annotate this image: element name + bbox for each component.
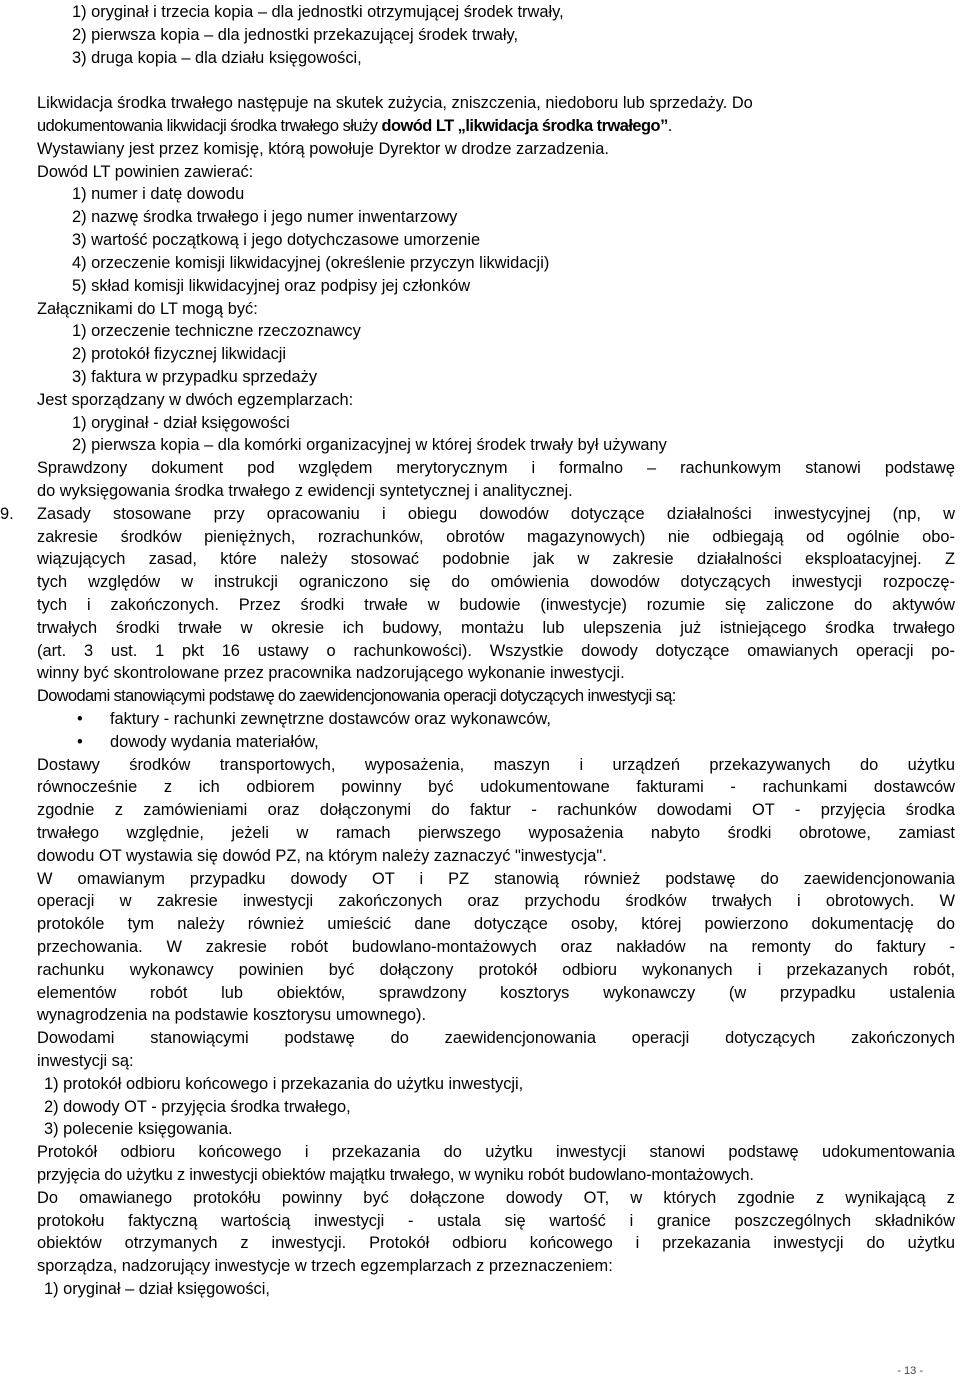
basis-bullet-item-1: faktury - rachunki zewnętrzne dostawców oraz wykonawców, (110, 710, 551, 728)
liquidation-line-3: Wystawiany jest przez komisję, którą powołuje Dyrektor w drodze zarzadzenia. (37, 140, 609, 158)
completed-line-1: Dowodami stanowiącymi podstawę do zaewidencjonowania operacji dotyczących zakończonych (37, 1029, 955, 1047)
lt-contents-item-4: 4) orzeczenie komisji likwidacyjnej (określenie przyczyn likwidacji) (72, 254, 550, 272)
ot-pz-line: W omawianym przypadku dowody OT i PZ stanowią również podstawę do zaewidencjonowania (37, 870, 955, 888)
check-line-1: Sprawdzony dokument pod względem merytorycznym i formalno – rachunkowym stanowi podstawę (37, 459, 955, 477)
bullet-icon: • (77, 710, 83, 728)
protocol-line-2: przyjęcia do użytku z inwestycji obiektów majątku trwałego, w wyniku robót budowlano-montażowych. (37, 1166, 754, 1184)
attachments-item-2: 2) protokół fizycznej likwidacji (72, 345, 287, 363)
transport-line: równocześnie z ich odbiorem powinny być udokumentowane fakturami - rachunkami dostawców (37, 778, 955, 796)
page-number: - 13 - (897, 1365, 923, 1377)
liquidation-line-2 (37, 115, 672, 138)
ot-pz-line: operacji w zakresie inwestycji zakończonych oraz przychodu środków trwałych i obrotowych. W (37, 892, 955, 910)
completed-item-2: 2) dowody OT - przyjęcia środka trwałego, (44, 1098, 351, 1116)
ot-pz-line: elementów robót lub obiektów, sprawdzony kosztorys wykonawczy (w przypadku ustalenia (37, 984, 955, 1002)
check-line-2: do wyksięgowania środka trwałego z ewidencji syntetycznej i analitycznej. (37, 482, 573, 500)
attach-line: obiektów otrzymanych z inwestycji. Protokół odbioru końcowego i przekazania inwestycji do użytku (37, 1234, 955, 1252)
basis-title: Dowodami stanowiącymi podstawę do zaewidencjonowania operacji dotyczących inwestycji są: (37, 687, 676, 705)
transport-line: trwałego względnie, jeżeli w ramach pierwszego wyposażenia nabyto środki obrotowe, zamiast (37, 824, 955, 842)
ot-pz-line: rachunku wykonawcy powinien być dołączony protokół odbioru wykonanych i przekazanych robót, (37, 961, 955, 979)
attach-line: sporządza, nadzorujący inwestycje w trzech egzemplarzach z przeznaczeniem: (37, 1257, 613, 1275)
attach-line: Do omawianego protokółu powinny być dołączone dowody OT, w których zgodnie z wynikającą z (37, 1189, 955, 1207)
transport-line: dowodu OT wystawia się dowód PZ, na którym należy zaznaczyć "inwestycja". (37, 847, 607, 865)
completed-line-2: inwestycji są: (37, 1052, 134, 1070)
intro-list-item-1: 1) oryginał i trzecia kopia – dla jednostki otrzymującej środek trwały, (72, 3, 564, 21)
lt-contents-item-2: 2) nazwę środka trwałego i jego numer inwentarzowy (72, 208, 458, 226)
liquidation-line-2-end: . (667, 117, 672, 135)
liquidation-line-1: Likwidacja środka trwałego następuje na skutek zużycia, zniszczenia, niedoboru lub sprzedaży. Do (37, 94, 753, 112)
section9-line: tych względów w instrukcji ograniczono się do omówienia dowodów dotyczących inwestycji rozpoczę- (37, 573, 955, 591)
section9-line: winny być skontrolowane przez pracownika nadzorującego wykonanie inwestycji. (37, 664, 625, 682)
document-name-lt: dowód LT „likwidacja środka trwałego” (381, 117, 668, 135)
transport-line: zgodnie z zamówieniami oraz dołączonymi do faktur - rachunków dowodami OT - przyjęcia środka (37, 801, 955, 819)
ot-pz-line: przechowania. W zakresie robót budowlano-montażowych oraz nakładów na remonty do faktury - (37, 938, 955, 956)
lt-contents-item-5: 5) skład komisji likwidacyjnej oraz podpisy jej członków (72, 277, 471, 295)
section9-line: zakresie środków pieniężnych, rozrachunków, obrotów magazynowych) nie odbiegają od ogólnie obo- (37, 528, 955, 546)
attachments-title: Załącznikami do LT mogą być: (37, 300, 258, 318)
ot-pz-line: protokóle tym należy również umieścić dane dotyczące osoby, której powierzono dokumentację do (37, 915, 955, 933)
section9-line: trwałych środki trwałe w okresie ich budowy, montażu lub ulepszenia już istniejącego środka trwałego (37, 619, 955, 637)
section9-line: wiązujących zasad, które należy stosować podobnie jak w zakresie działalności eksploatacyjnej. Z (37, 550, 955, 568)
protocol-line-1: Protokół odbioru końcowego i przekazania do użytku inwestycji stanowi podstawę udokumentowania (37, 1143, 955, 1161)
copies-title: Jest sporządzany w dwóch egzemplarzach: (37, 391, 354, 409)
lt-contents-title: Dowód LT powinien zawierać: (37, 163, 254, 181)
final-list-item: 1) oryginał – dział księgowości, (44, 1280, 270, 1298)
completed-item-3: 3) polecenie księgowania. (44, 1120, 233, 1138)
section9-line: (art. 3 ust. 1 pkt 16 ustawy o rachunkowości). Wszystkie dowody dotyczące omawianych operacji po- (37, 642, 955, 660)
transport-line: Dostawy środków transportowych, wyposażenia, maszyn i urządzeń przekazywanych do użytku (37, 756, 955, 774)
attachments-item-3: 3) faktura w przypadku sprzedaży (72, 368, 318, 386)
ot-pz-line: wynagrodzenia na podstawie kosztorysu umownego). (37, 1006, 427, 1024)
intro-list-item-3: 3) druga kopia – dla działu księgowości, (72, 49, 362, 67)
section9-line: tych i zakończonych. Przez środki trwałe w budowie (inwestycje) rozumie się zaliczone do aktywów (37, 596, 955, 614)
liquidation-line-2-start: udokumentowania likwidacji środka trwałego służy (37, 117, 382, 135)
attach-line: protokołu faktyczną wartością inwestycji - ustala się wartość i granice poszczególnych składników (37, 1212, 955, 1230)
completed-item-1: 1) protokół odbioru końcowego i przekazania do użytku inwestycji, (44, 1075, 524, 1093)
section-number: 9. (0, 505, 14, 523)
basis-bullet-item-2: dowody wydania materiałów, (110, 733, 319, 751)
intro-list-item-2: 2) pierwsza kopia – dla jednostki przekazującej środek trwały, (72, 26, 519, 44)
bullet-icon: • (77, 733, 83, 751)
lt-contents-item-1: 1) numer i datę dowodu (72, 185, 245, 203)
copies-item-2: 2) pierwsza kopia – dla komórki organizacyjnej w której środek trwały był używany (72, 436, 667, 454)
copies-item-1: 1) oryginał - dział księgowości (72, 414, 290, 432)
attachments-item-1: 1) orzeczenie techniczne rzeczoznawcy (72, 322, 361, 340)
lt-contents-item-3: 3) wartość początkową i jego dotychczasowe umorzenie (72, 231, 481, 249)
section9-line: Zasady stosowane przy opracowaniu i obiegu dowodów dotyczące działalności inwestycyjnej (np, w (37, 505, 955, 523)
